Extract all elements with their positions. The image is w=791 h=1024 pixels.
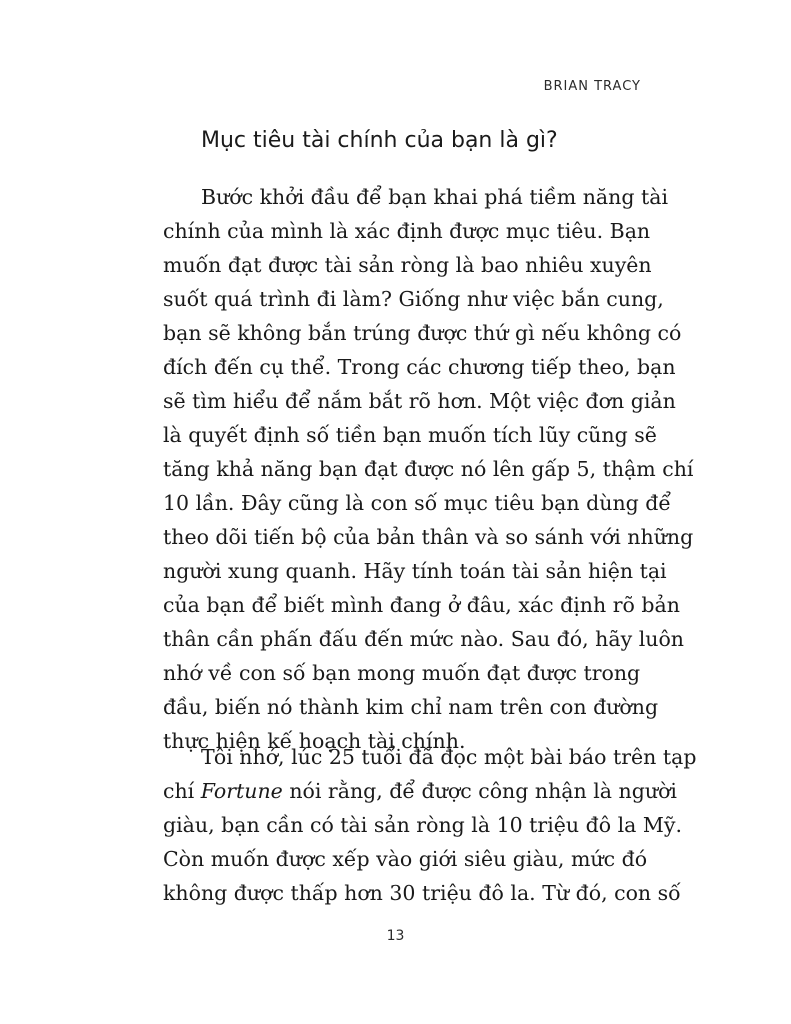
paragraph-line: suốt quá trình đi làm? Giống như việc bắn cung, xyxy=(163,287,664,311)
paragraph-line: đích đến cụ thể. Trong các chương tiếp theo, bạn xyxy=(163,355,676,379)
paragraph-2 xyxy=(163,740,697,910)
paragraph-line: đầu, biến nó thành kim chỉ nam trên con đường xyxy=(163,695,659,719)
paragraph-line: người xung quanh. Hãy tính toán tài sản hiện tại xyxy=(163,559,667,583)
paragraph-line: bạn sẽ không bắn trúng được thứ gì nếu không có xyxy=(163,321,682,345)
paragraph-line: nhớ về con số bạn mong muốn đạt được trong xyxy=(163,661,641,685)
section-heading: Mục tiêu tài chính của bạn là gì? xyxy=(201,128,558,153)
paragraph-line: muốn đạt được tài sản ròng là bao nhiêu xuyên xyxy=(163,253,652,277)
paragraph-line: là quyết định số tiền bạn muốn tích lũy cũng sẽ xyxy=(163,423,657,447)
paragraph-line: không được thấp hơn 30 triệu đô la. Từ đó, con số xyxy=(163,881,681,905)
text-segment: nói rằng, để được công nhận là người xyxy=(282,779,677,803)
paragraph-line xyxy=(163,774,677,808)
paragraph-line: Tôi nhớ, lúc 25 tuổi đã đọc một bài báo trên tạp xyxy=(201,745,697,769)
paragraph-line: Còn muốn được xếp vào giới siêu giàu, mức đó xyxy=(163,847,648,871)
paragraph-line: theo dõi tiến bộ của bản thân và so sánh với những xyxy=(163,525,694,549)
text-segment: chí xyxy=(163,779,201,803)
paragraph-line: tăng khả năng bạn đạt được nó lên gấp 5, thậm chí xyxy=(163,457,694,481)
paragraph-line: của bạn để biết mình đang ở đâu, xác định rõ bản xyxy=(163,593,680,617)
paragraph-line: thực hiện kế hoạch tài chính. xyxy=(163,729,466,753)
paragraph-line: sẽ tìm hiểu để nắm bắt rõ hơn. Một việc đơn giản xyxy=(163,389,676,413)
paragraph-line: Bước khởi đầu để bạn khai phá tiềm năng tài xyxy=(201,185,668,209)
page-number: 13 xyxy=(386,928,405,944)
paragraph-line: giàu, bạn cần có tài sản ròng là 10 triệu đô la Mỹ. xyxy=(163,813,682,837)
paragraph-line: 10 lần. Đây cũng là con số mục tiêu bạn dùng để xyxy=(163,491,672,515)
running-header-author: BRIAN TRACY xyxy=(543,79,641,94)
paragraph-line: thân cần phấn đấu đến mức nào. Sau đó, hãy luôn xyxy=(163,627,684,651)
paragraph-line: chính của mình là xác định được mục tiêu. Bạn xyxy=(163,219,651,243)
magazine-title: Fortune xyxy=(200,779,283,803)
